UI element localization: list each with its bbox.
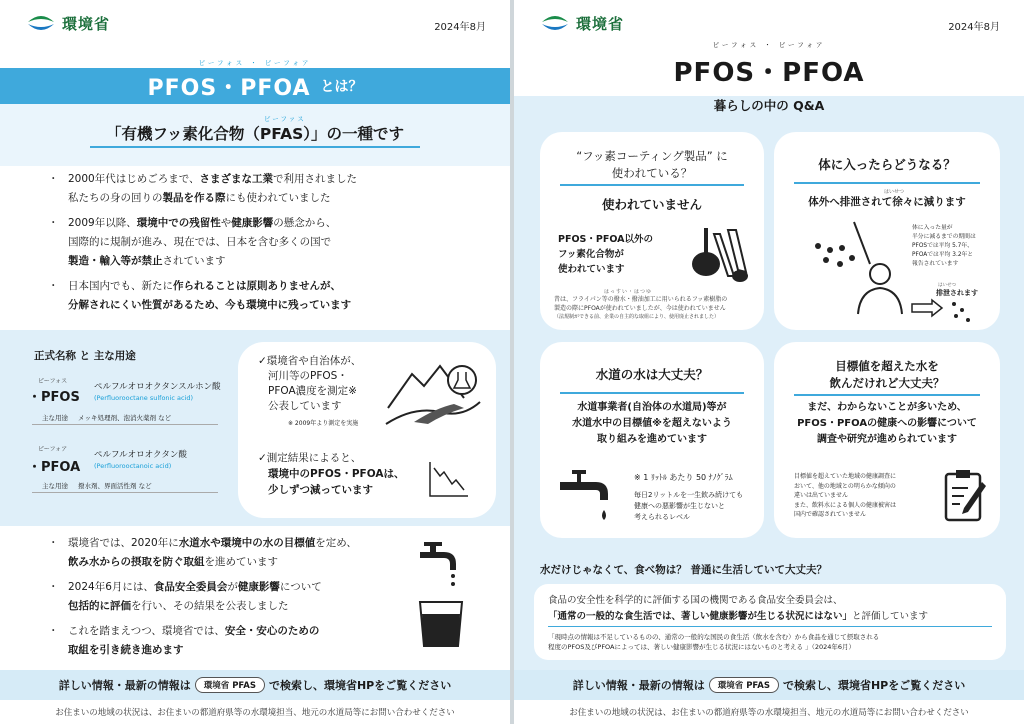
- text: 分解されにくい性質があるため、今も環境中に残っています: [68, 299, 352, 311]
- excrete-label: 排泄されます: [936, 289, 978, 297]
- qa-note: [554, 295, 754, 322]
- search-keyword-pill[interactable]: 環境省 PFAS: [195, 677, 265, 693]
- text: 製造の際にPFOAが使われていましたが、今は使われていません: [554, 305, 726, 312]
- text: 水道事業者(自治体の水道局)等が: [577, 402, 727, 413]
- survey-note: [794, 472, 934, 520]
- text: フッ素化合物が: [558, 249, 624, 260]
- text: 水道水中の目標値※を超えないよう: [572, 418, 732, 429]
- text: 取組を引き続き進めます: [68, 644, 184, 656]
- page-title: PFOS・PFOA: [673, 58, 865, 88]
- text: 調査や研究が進められています: [817, 434, 957, 445]
- subtitle-band: [0, 104, 510, 166]
- text: 公表しています: [268, 400, 342, 412]
- divider: [548, 626, 992, 627]
- subtitle-ruby: ピーファス: [264, 115, 306, 123]
- text: 環境中のPFOS・PFOAは、: [268, 468, 405, 480]
- subtitle: [0, 122, 510, 144]
- monitoring-card: [238, 342, 496, 518]
- formal-name-header: 正式名称 と 主な用途: [34, 350, 136, 362]
- pfos-uses: [32, 410, 218, 425]
- pfos-use: メッキ処理剤、泡消火薬剤 など: [78, 413, 172, 422]
- search-keyword-pill[interactable]: 環境省 PFAS: [709, 677, 779, 693]
- divider: [794, 394, 980, 396]
- text: 半分に減るまでの期間は: [912, 234, 976, 240]
- text: 環境中での残留性: [136, 217, 221, 229]
- food-text-2: [548, 608, 928, 622]
- subtitle-post: ）」の一種です: [303, 125, 405, 143]
- qa-answer: 使われていません: [601, 197, 702, 212]
- text: にも使われていました: [225, 192, 331, 204]
- qa-card-body: [774, 132, 1000, 330]
- footer-pre: 詳しい情報・最新の情報は: [58, 679, 191, 692]
- text: と評価しています: [852, 611, 929, 622]
- qa-body: [558, 232, 653, 277]
- text: の懸念から、: [273, 217, 337, 229]
- food-box: [534, 584, 1006, 660]
- subtitle-pre: 「有機フッ素化合物（: [105, 125, 260, 143]
- text: ※ 2009年より測定を実施: [288, 420, 359, 427]
- page-title-suffix: とは？: [320, 79, 363, 95]
- faucet-glass-icon: [410, 540, 472, 650]
- food-quote: [548, 632, 879, 652]
- qa-card-coating: [540, 132, 764, 330]
- divider: [794, 182, 980, 184]
- text: 違いは出ていません: [794, 492, 849, 499]
- text: 水道水や環境中の水の目標値: [178, 537, 316, 549]
- pfoa-uses: [32, 478, 218, 493]
- names-section: [0, 330, 510, 526]
- text: 2024年6月には、: [68, 581, 154, 593]
- pfos-name: ・PFOS: [28, 390, 80, 405]
- left-footer-bar: [0, 670, 510, 700]
- ministry-logo-icon: [26, 12, 56, 34]
- text: さまざまな工業: [199, 173, 274, 185]
- text: PFOSでは平均 5.7年、: [912, 243, 973, 249]
- text: 国内で確認されていません: [794, 511, 867, 518]
- footer-post: で検索し、環境省HPをご覧ください: [782, 679, 966, 692]
- text: “フッ素コーティング製品” に: [576, 149, 728, 163]
- text: 製造・輸入等が禁止: [68, 255, 163, 267]
- title-ruby-text: ピーフォス ・ ピーフォア: [198, 59, 312, 67]
- arrow-out-icon: [910, 296, 980, 326]
- text: （法規制ができる前、企業の自主的な取組により、使用廃止されました）: [554, 314, 720, 320]
- text: 毎日2リットルを一生飲み続けても: [634, 491, 744, 499]
- history-item: [48, 170, 488, 208]
- qa-question: 体に入ったらどうなる？: [818, 157, 956, 172]
- ministry-logo: [540, 12, 624, 34]
- text: PFOS・PFOA以外の: [558, 234, 653, 245]
- text: 作られることは原則ありませんが、: [173, 280, 341, 292]
- qa-card-exceeded: [774, 342, 1000, 538]
- note-ruby: はっすい・はつゆ: [604, 289, 653, 295]
- text: が: [227, 581, 238, 593]
- pfoa-block: [28, 444, 228, 490]
- ministry-logo-icon: [540, 12, 570, 34]
- pfoa-use: 撥水剤、界面活性剤 など: [78, 481, 152, 490]
- text: これを踏まえつつ、環境省では、: [68, 625, 225, 637]
- issue-date: 2024年8月: [948, 22, 1000, 33]
- subtitle-underline: [90, 146, 420, 148]
- pfoa-jp-name: ペルフルオロオクタン酸: [94, 450, 187, 460]
- page-title: PFOS・PFOA: [147, 75, 311, 101]
- divider: [560, 392, 744, 394]
- text: を定め、: [315, 537, 357, 549]
- page-subtitle: 暮らしの中の Q&A: [713, 98, 825, 113]
- measures-list: [48, 534, 408, 666]
- footer-pre: 詳しい情報・最新の情報は: [572, 679, 705, 692]
- divider: [560, 184, 744, 186]
- brand-name: 環境省: [62, 14, 111, 33]
- text: 環境省では、2020年に: [68, 537, 179, 549]
- pfoa-ruby: ピーフォア: [38, 446, 68, 453]
- title-banner: [0, 68, 510, 104]
- title-ruby: ピーフォス ・ ピーフォア: [712, 41, 826, 49]
- lifetime-note: [634, 490, 743, 523]
- text: を行い、その結果を公表しました: [131, 600, 289, 612]
- text: 国際的に規制が進み、現在では、日本を含む多くの国で: [68, 236, 332, 248]
- left-page: [0, 0, 510, 724]
- qa-question: [774, 358, 1000, 392]
- text: 「現時点の情報は不足しているものの、通常の一般的な国民の食生活（飲水を含む）から食品を通じて摂取される: [548, 633, 880, 641]
- pfoa-en-name: (Perfluorooctanoic acid): [94, 462, 172, 470]
- text: 目標値を超えた水を: [835, 359, 939, 373]
- answer-ruby: はいせつ: [884, 189, 905, 195]
- text: 使われています: [558, 264, 625, 275]
- text: 取り組みを進めています: [597, 434, 707, 445]
- subtitle-pfas: PFAS: [259, 125, 304, 143]
- text: 包括的に評価: [68, 600, 131, 612]
- text: 飲み水からの摂取を防ぐ取組: [68, 556, 205, 568]
- measures-item: [48, 534, 408, 572]
- pfoa-use-label: 主な用途: [42, 481, 68, 490]
- text: PFOS・PFOAの健康への影響について: [797, 418, 977, 429]
- text: 2009年以降、: [68, 217, 137, 229]
- text: 報告されています: [912, 261, 959, 267]
- river-sampling-icon: [384, 356, 482, 426]
- history-item: [48, 214, 488, 271]
- brand-name: 環境省: [576, 14, 625, 33]
- text: 目標値を超えていた地域の健康調査に: [794, 473, 897, 480]
- qa-answer: [774, 400, 1000, 448]
- text: されています: [162, 255, 226, 267]
- body-excretion-icon: [796, 220, 906, 316]
- text: で利用されました: [273, 173, 358, 185]
- food-text-1: 食品の安全性を科学的に評価する国の機関である食品安全委員会は、: [548, 595, 843, 606]
- text: 程度のPFOS及びPFOAによっては、著しい健康影響が生じる状況にはないものと考える 」（2024年6月）: [548, 643, 856, 651]
- text: ✓環境省や自治体が、: [258, 355, 362, 367]
- right-footer-bar: [514, 670, 1024, 700]
- text: 健康への悪影響が生じないと: [634, 502, 725, 510]
- pfos-block: [28, 376, 228, 422]
- text: 昔は、フライパン等の撥水・撥油加工に用いられるフッ素樹脂の: [554, 296, 728, 303]
- text: 食品安全委員会: [153, 581, 228, 593]
- text: 私たちの身の回りの: [68, 192, 163, 204]
- text: PFOAでは平均 3.2年と: [912, 252, 974, 258]
- clipboard-icon: [942, 468, 988, 522]
- text: 使われている？: [611, 166, 693, 180]
- target-unit: ※ 1 ﾘｯﾄﾙ あたり 50 ﾅﾉｸﾞﾗﾑ: [634, 473, 733, 482]
- text: 2000年代はじめごろまで、: [68, 173, 200, 185]
- text: 飲んだけれど大丈夫？: [829, 376, 945, 390]
- decreasing-chart-icon: [428, 460, 470, 498]
- history-list: [48, 170, 488, 321]
- text: 安全・安心のための: [224, 625, 320, 637]
- monitoring-text: [258, 354, 361, 431]
- pfos-en-name: (Perfluorooctane sulfonic acid): [94, 394, 194, 402]
- qa-answer: [540, 400, 764, 448]
- text: おいて、他の地域との明らかな傾向の: [794, 482, 896, 490]
- text: や: [220, 217, 232, 229]
- right-page: [514, 0, 1024, 724]
- cookware-icon: [688, 224, 752, 286]
- ministry-logo: [26, 12, 110, 34]
- footer-post: で検索し、環境省HPをご覧ください: [268, 679, 452, 692]
- text: 少しずつ減っています: [268, 484, 373, 496]
- measures-item: [48, 622, 408, 660]
- excrete-ruby: はいせつ: [938, 283, 956, 288]
- text: PFOA濃度を測定※: [268, 385, 357, 397]
- left-footer-note: お住まいの地域の状況は、お住まいの都道府県等の水環境担当、地元の水道局等にお問い合わせください: [55, 708, 455, 718]
- title-ruby: [0, 58, 510, 67]
- text: 考えられるレベル: [634, 513, 690, 521]
- text: 製品を作る際: [162, 192, 226, 204]
- qa-card-tapwater: [540, 342, 764, 538]
- qa-question: 水道の水は大丈夫？: [595, 367, 709, 382]
- pfos-ruby: ピーフォス: [38, 378, 68, 385]
- right-header: [514, 0, 1024, 96]
- text: 「通常の一般的な食生活では、著しい健康影響が生じる状況にはない」: [548, 611, 853, 622]
- issue-date: 2024年8月: [434, 22, 486, 33]
- text: 河川等のPFOS・: [268, 370, 348, 382]
- pfoa-name: ・PFOA: [28, 460, 81, 475]
- text: まだ、わからないことが多いため、: [807, 402, 967, 413]
- trend-text: [258, 450, 405, 498]
- right-footer-note: お住まいの地域の状況は、お住まいの都道府県等の水環境担当、地元の水道局等にお問い合わせください: [569, 708, 969, 718]
- food-header: 水だけじゃなくて、食べ物は？ 普通に生活していて大丈夫？: [540, 564, 827, 576]
- pfos-jp-name: ペルフルオロオクタンスルホン酸: [94, 382, 221, 392]
- half-life-note: [912, 224, 996, 269]
- text: 健康影響: [231, 217, 274, 229]
- text: について: [279, 581, 322, 593]
- text: ✓測定結果によると、: [258, 452, 362, 464]
- measures-item: [48, 578, 408, 616]
- pfos-use-label: 主な用途: [42, 413, 68, 422]
- text: 体に入った量が: [912, 225, 953, 231]
- text: 日本国内でも、新たに: [68, 280, 173, 292]
- qa-answer: 体外へ排泄されて徐々に減ります: [808, 196, 966, 208]
- text: を進めています: [204, 556, 278, 568]
- text: 健康影響: [237, 581, 280, 593]
- faucet-icon: [558, 466, 618, 526]
- qa-question: [540, 148, 764, 182]
- text: また、飲料水による個人の健康被害は: [794, 501, 897, 509]
- history-item: [48, 277, 488, 315]
